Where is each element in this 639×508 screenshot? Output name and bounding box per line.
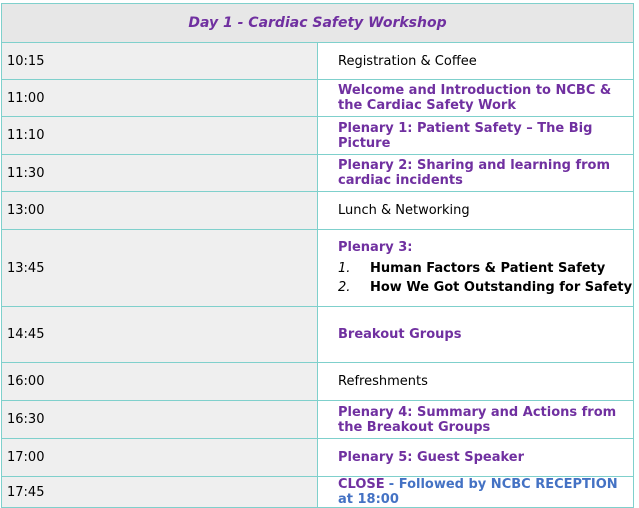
list-number: 1.: [338, 260, 351, 276]
table-row: [2, 363, 634, 401]
activity-cell: Plenary 1: Patient Safety – The Big Picture: [318, 117, 634, 155]
time-cell: 17:00: [2, 439, 318, 477]
time-cell: 13:45: [2, 230, 318, 307]
table-row: [2, 80, 634, 117]
time-cell: 10:15: [2, 43, 318, 80]
activity-cell: Refreshments: [318, 363, 634, 401]
activity-cell: Breakout Groups: [318, 307, 634, 363]
agenda-title: Day 1 - Cardiac Safety Workshop: [2, 4, 634, 43]
agenda-table: [1, 3, 634, 508]
list-text: How We Got Outstanding for Safety: [370, 279, 633, 295]
activity-cell: Plenary 2: Sharing and learning from cardiac incidents: [318, 155, 634, 192]
table-row: [2, 307, 634, 363]
list-item: [338, 259, 633, 278]
list-text: Human Factors & Patient Safety: [370, 260, 606, 276]
list-item: [338, 278, 633, 297]
close-label: CLOSE: [338, 477, 385, 492]
time-cell: 13:00: [2, 192, 318, 230]
activity-cell: [318, 230, 634, 307]
time-cell: 16:00: [2, 363, 318, 401]
table-row: [2, 117, 634, 155]
table-row: [2, 155, 634, 192]
table-row: [2, 401, 634, 439]
activity-cell: Plenary 4: Summary and Actions from the Breakout Groups: [318, 401, 634, 439]
table-row: [2, 230, 634, 307]
title-row: [2, 4, 634, 43]
table-row: [2, 477, 634, 508]
activity-cell: Welcome and Introduction to NCBC & the Cardiac Safety Work: [318, 80, 634, 117]
time-cell: 16:30: [2, 401, 318, 439]
time-cell: 14:45: [2, 307, 318, 363]
table-row: [2, 439, 634, 477]
table-row: [2, 43, 634, 80]
time-cell: 17:45: [2, 477, 318, 508]
activity-cell: Registration & Coffee: [318, 43, 634, 80]
time-cell: 11:10: [2, 117, 318, 155]
activity-cell: Plenary 5: Guest Speaker: [318, 439, 634, 477]
time-cell: 11:30: [2, 155, 318, 192]
table-row: [2, 192, 634, 230]
reception-note: - Followed by NCBC RECEPTION at 18:00: [338, 477, 618, 507]
plenary-3-heading: Plenary 3:: [338, 239, 413, 255]
list-number: 2.: [338, 279, 351, 295]
plenary-3-list: [338, 259, 633, 297]
time-cell: 11:00: [2, 80, 318, 117]
activity-cell: Lunch & Networking: [318, 192, 634, 230]
activity-cell: [318, 477, 634, 508]
